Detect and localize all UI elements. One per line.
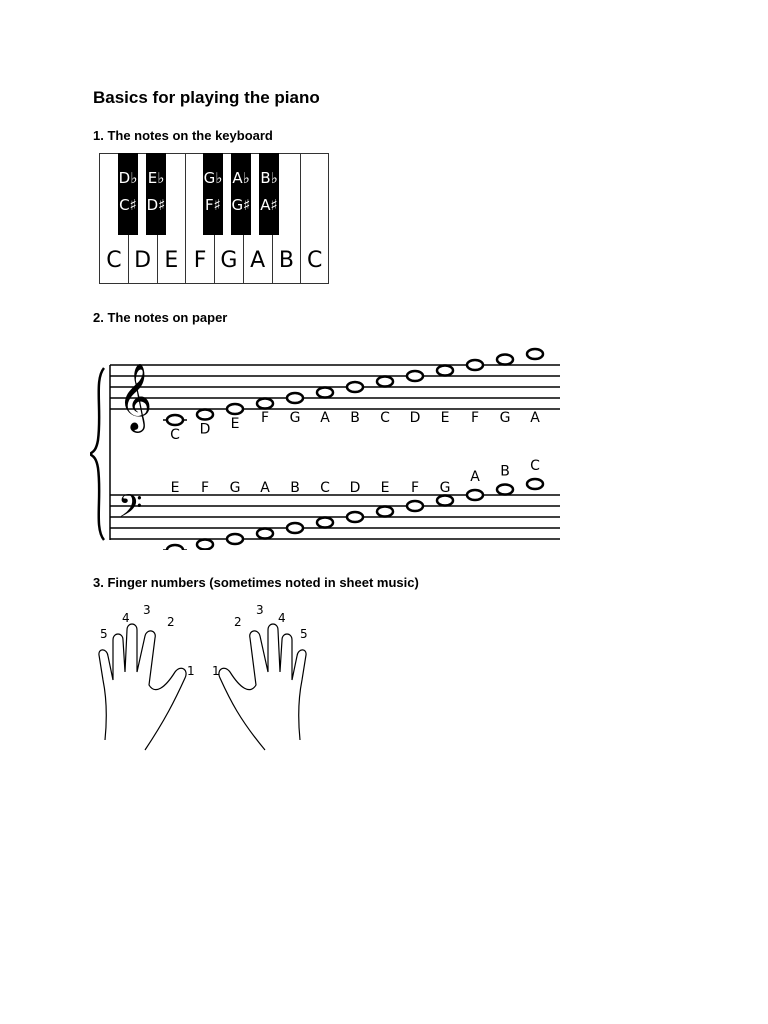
- note-label: G: [439, 480, 451, 496]
- note-head: [467, 490, 483, 500]
- note-label: A: [470, 469, 480, 485]
- black-key-sharp-label: C♯: [119, 196, 137, 214]
- note-label: G: [229, 480, 241, 496]
- black-key-flat-label: A♭: [232, 169, 250, 187]
- black-key-flat-label: D♭: [118, 169, 138, 187]
- note-head: [167, 545, 183, 550]
- note-label: E: [170, 480, 180, 496]
- note-label: F: [200, 480, 210, 496]
- white-key-label: B: [278, 248, 294, 273]
- note-head: [257, 529, 273, 539]
- note-head: [167, 415, 183, 425]
- black-key-flat-label: G♭: [203, 169, 223, 187]
- bass-staff-lines: [110, 495, 560, 539]
- note-head: [407, 501, 423, 511]
- note-head: [287, 523, 303, 533]
- note-label: D: [349, 480, 361, 496]
- finger-numbers-diagram: [95, 600, 325, 760]
- note-head: [527, 479, 543, 489]
- white-key-label: E: [164, 248, 179, 273]
- white-key-label: A: [250, 248, 266, 273]
- black-key: [146, 153, 166, 235]
- grand-staff: [90, 340, 570, 550]
- section-heading-keyboard: 1. The notes on the keyboard: [93, 128, 273, 143]
- treble-staff-lines: [110, 365, 560, 409]
- note-head: [257, 399, 273, 409]
- white-key-label: C: [306, 248, 323, 273]
- black-key-flat-label: E♭: [147, 169, 165, 187]
- note-label: E: [380, 480, 390, 496]
- left-hand-icon: [99, 624, 186, 750]
- note-label: A: [320, 410, 330, 426]
- note-head: [527, 349, 543, 359]
- note-label: B: [290, 480, 300, 496]
- note-label: F: [470, 410, 480, 426]
- grand-staff-brace: [90, 368, 104, 540]
- note-head: [227, 534, 243, 544]
- finger-number: 2: [167, 615, 175, 629]
- black-key: [203, 153, 223, 235]
- finger-number: 1: [187, 664, 195, 678]
- black-key: [259, 153, 279, 235]
- white-key-label: F: [193, 248, 207, 273]
- note-head: [437, 366, 453, 376]
- note-label: A: [260, 480, 270, 496]
- note-head: [317, 518, 333, 528]
- note-head: [497, 355, 513, 365]
- note-head: [197, 540, 213, 550]
- finger-number: 3: [256, 603, 264, 617]
- note-head: [347, 382, 363, 392]
- black-key-sharp-label: D♯: [146, 196, 166, 214]
- note-label: F: [410, 480, 420, 496]
- note-label: B: [350, 410, 360, 426]
- note-head: [377, 377, 393, 387]
- note-label: B: [500, 463, 510, 480]
- note-label: C: [320, 480, 330, 496]
- note-label: A: [530, 410, 540, 426]
- finger-number: 4: [122, 611, 130, 625]
- note-head: [437, 496, 453, 506]
- section-heading-paper: 2. The notes on paper: [93, 310, 228, 325]
- white-key-label: D: [134, 248, 152, 273]
- note-label: F: [260, 410, 270, 426]
- finger-number: 1: [212, 664, 220, 678]
- bass-clef-icon: 𝄢: [118, 488, 143, 532]
- piano-keyboard-diagram: [99, 153, 329, 284]
- black-key-sharp-label: A♯: [260, 196, 278, 214]
- note-label: G: [289, 410, 301, 426]
- finger-number: 5: [300, 627, 308, 641]
- note-head: [377, 507, 393, 517]
- finger-number: 2: [234, 615, 242, 629]
- note-label: E: [230, 416, 240, 432]
- section-heading-fingers: 3. Finger numbers (sometimes noted in sheet music): [93, 575, 419, 590]
- treble-notes: [163, 349, 543, 443]
- note-head: [197, 410, 213, 420]
- finger-number: 5: [100, 627, 108, 641]
- finger-number: 4: [278, 611, 286, 625]
- note-head: [497, 485, 513, 495]
- white-key-label: C: [106, 248, 122, 273]
- black-key: [118, 153, 138, 235]
- black-key-sharp-label: G♯: [231, 196, 251, 214]
- note-head: [287, 393, 303, 403]
- note-label: E: [440, 410, 450, 426]
- treble-clef-icon: 𝄞: [118, 362, 153, 430]
- right-hand-icon: [219, 624, 306, 750]
- note-head: [347, 512, 363, 522]
- note-head: [407, 371, 423, 381]
- page-title: Basics for playing the piano: [93, 88, 320, 107]
- note-label: D: [409, 410, 421, 426]
- black-key-flat-label: B♭: [260, 169, 278, 187]
- bass-notes: [163, 458, 543, 550]
- note-label: C: [530, 458, 540, 474]
- black-key-sharp-label: F♯: [205, 196, 221, 214]
- note-label: D: [199, 421, 211, 438]
- black-key: [231, 153, 251, 235]
- note-label: C: [380, 410, 390, 426]
- note-head: [467, 360, 483, 370]
- note-label: C: [170, 427, 180, 443]
- finger-number: 3: [143, 603, 151, 617]
- note-label: G: [499, 410, 511, 426]
- note-head: [317, 388, 333, 398]
- white-key-label: G: [220, 248, 238, 273]
- note-head: [227, 404, 243, 414]
- white-key: [300, 153, 329, 284]
